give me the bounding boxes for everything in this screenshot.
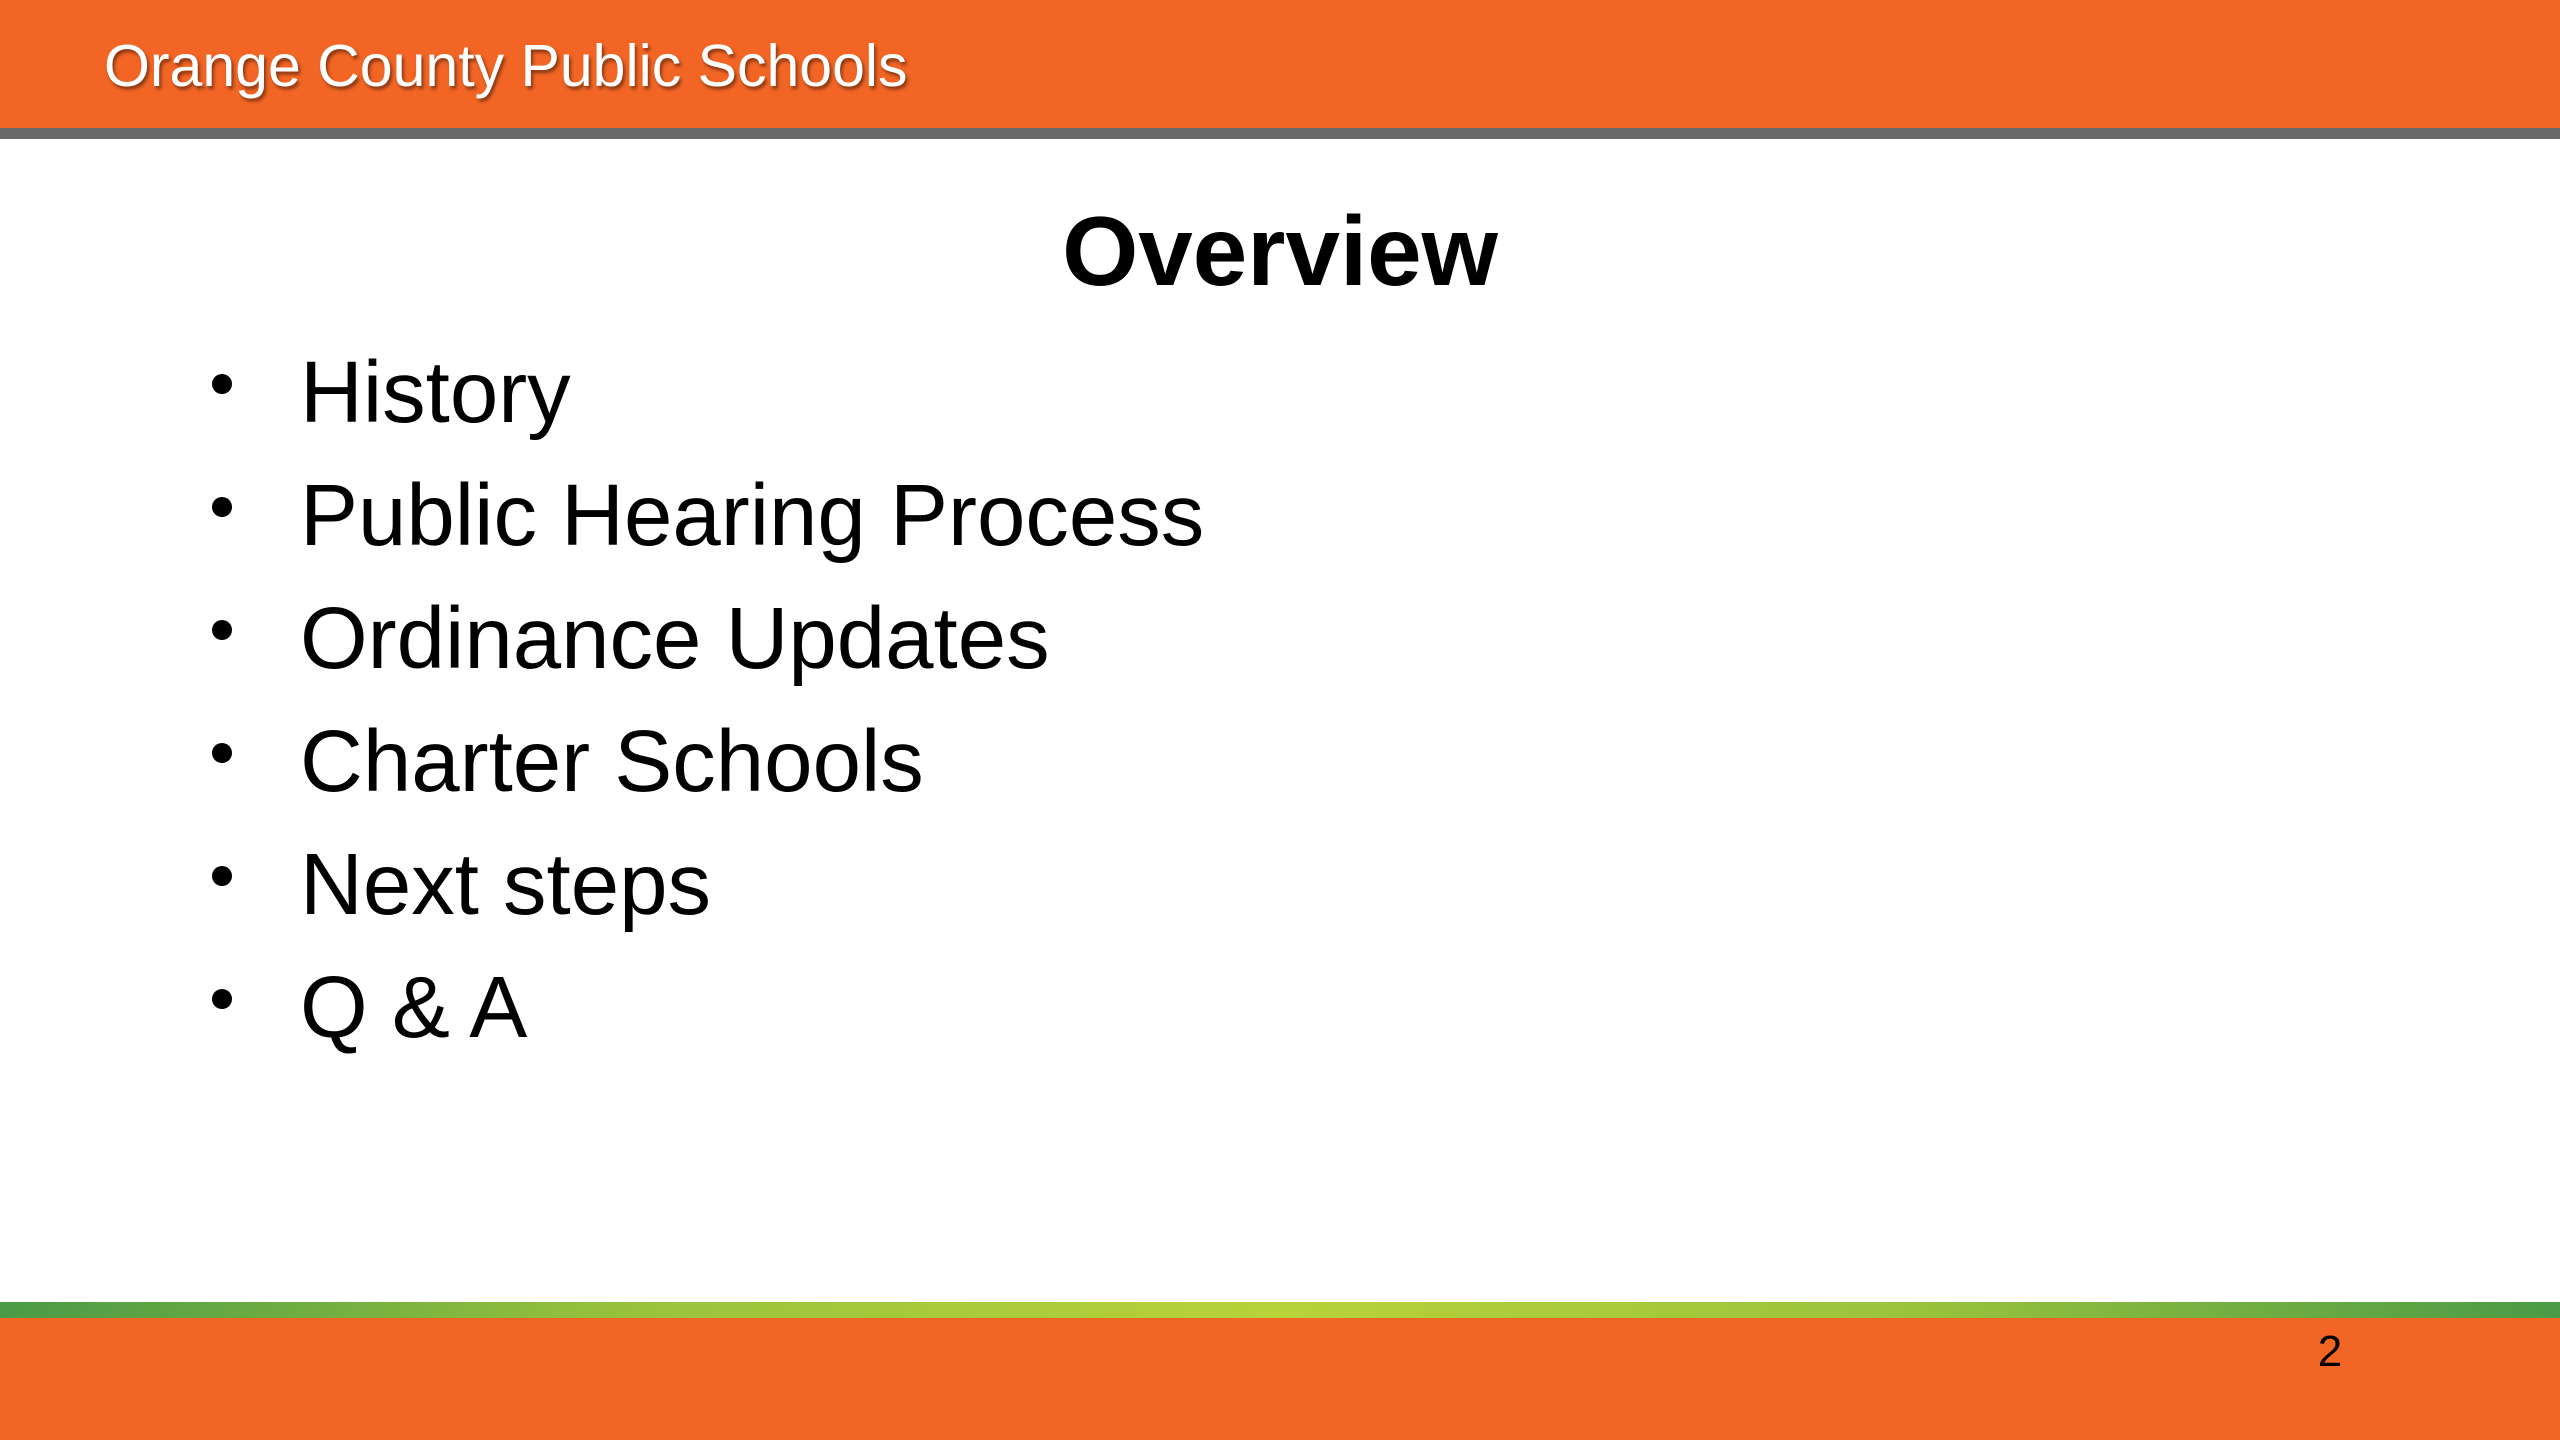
- bullet-text: Charter Schools: [300, 713, 924, 810]
- footer-bar: [0, 1318, 2560, 1440]
- bullet-icon: [212, 374, 232, 394]
- bullet-icon: [212, 497, 232, 517]
- bullet-icon: [212, 866, 232, 886]
- bullet-text: History: [300, 344, 571, 441]
- slide-title: Overview: [1062, 196, 1498, 306]
- bullet-icon: [212, 620, 232, 640]
- bullet-text: Q & A: [300, 959, 528, 1056]
- page-number: 2: [2317, 1327, 2343, 1376]
- footer-accent-stripe: [0, 1302, 2560, 1318]
- organization-name: Orange County Public Schools: [104, 33, 908, 99]
- bullet-text: Public Hearing Process: [300, 467, 1205, 564]
- bullet-text: Next steps: [300, 836, 711, 933]
- bullet-icon: [212, 989, 232, 1009]
- header-divider: [0, 128, 2560, 139]
- bullet-text: Ordinance Updates: [300, 590, 1050, 687]
- bullet-icon: [212, 743, 232, 763]
